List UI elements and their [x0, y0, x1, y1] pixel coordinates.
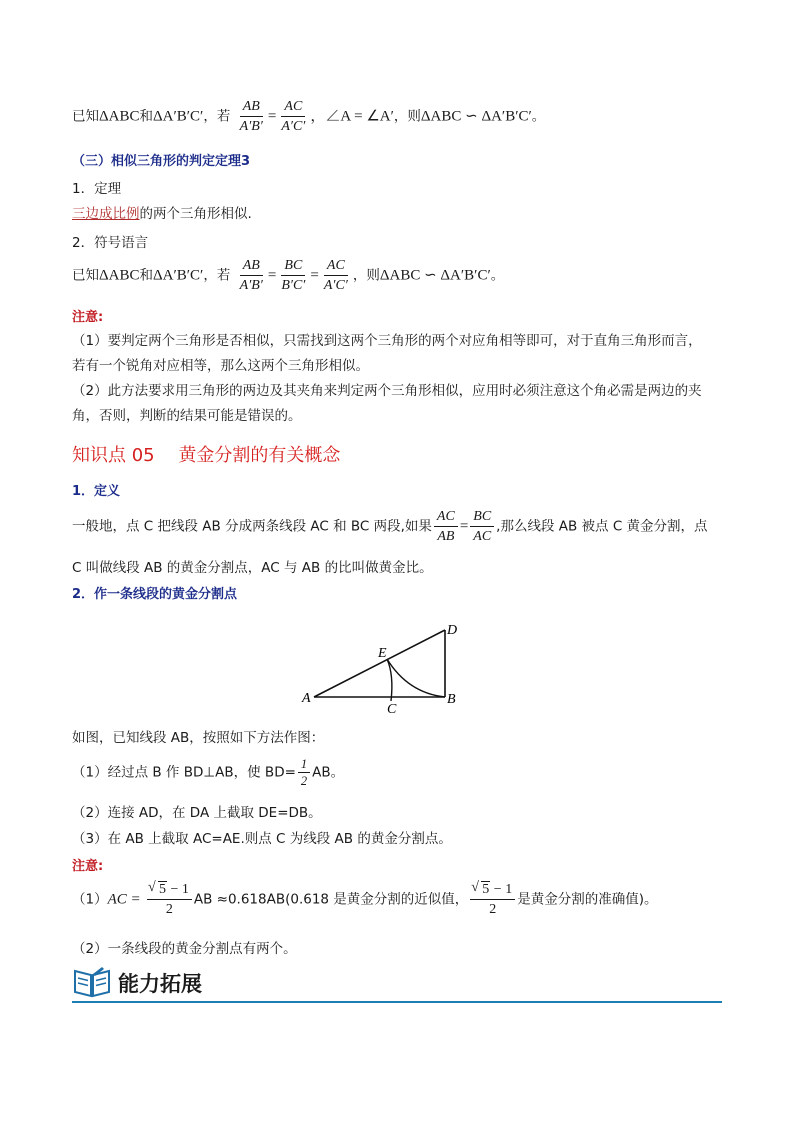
label-D: D: [447, 623, 458, 638]
step-3: （3）在 AB 上截取 AC=AE.则点 C 为线段 AB 的黄金分割点。: [72, 831, 452, 847]
text: （1）经过点 B 作 BD⊥AB，使 BD=: [72, 764, 296, 781]
knowledge-point-heading: 知识点 05 黄金分割的有关概念: [72, 445, 341, 466]
definition-label: 1．定义: [72, 484, 121, 499]
similarity-theorem3-statement: [72, 257, 722, 294]
text: （1）: [72, 891, 108, 908]
text: 和: [139, 267, 153, 284]
section-heading: （三）相似三角形的判定定理3: [72, 154, 251, 169]
text: 已知: [72, 267, 99, 284]
fraction: $\frac{1}{2}$: [298, 757, 310, 788]
segment-AD: [314, 630, 445, 697]
definition-line2: C 叫做线段 AB 的黄金分割点，AC 与 AB 的比叫做黄金比。: [72, 560, 433, 576]
book-icon: [72, 965, 112, 999]
fraction: $\frac{AC}{AB}$: [434, 508, 458, 545]
fraction: $\frac{BC}{B'C'}$: [281, 258, 306, 293]
equals: =: [310, 267, 319, 284]
step-2: （2）连接 AD，在 DA 上截取 DE=DB。: [72, 805, 322, 821]
golden-section-figure: [290, 615, 480, 715]
similarity-theorem2-statement: [72, 98, 722, 135]
math-triangle: ΔA′B′C′: [153, 267, 204, 284]
label-E: E: [378, 646, 387, 661]
item-label: 1．定理: [72, 181, 122, 197]
section-banner-title: 能力拓展: [118, 972, 202, 996]
theorem-text: [72, 202, 722, 222]
text: 和: [139, 108, 153, 125]
text: （1）要判定两个三角形是否相似，只需找到这两个三角形的两个对应角相等即可，对于直角三角形而言，: [72, 333, 702, 349]
text: 。: [490, 267, 505, 284]
text: ，若: [203, 267, 231, 284]
math-angle: ，∠A = ∠A′: [310, 108, 394, 125]
math-triangle: ΔA′B′C′: [153, 108, 204, 125]
text: ,那么线段 AB 被点 C 黄金分割，点: [496, 518, 708, 535]
fraction: $\frac{AC}{A'C'}$: [281, 99, 306, 134]
math-lhs: AC =: [107, 891, 141, 908]
steps-intro: 如图，已知线段 AB，按照如下方法作图：: [72, 730, 325, 746]
label-A: A: [302, 691, 311, 706]
equals: =: [459, 518, 469, 535]
equals: =: [267, 267, 277, 284]
item-label: 2．符号语言: [72, 235, 149, 251]
golden-ratio-note-1: [72, 881, 722, 918]
banner-rule: [72, 1001, 722, 1003]
text: 。: [531, 108, 546, 125]
text: AB ≈0.618AB(0.618 是黄金分割的近似值，: [193, 891, 469, 908]
text: 的两个三角形相似.: [139, 206, 252, 222]
arc-DE: [387, 659, 445, 697]
fraction: $\frac{BC}{AC}$: [470, 508, 494, 545]
math-triangle: ΔABC: [99, 108, 140, 125]
text: AB。: [312, 764, 345, 781]
math-triangle: ΔABC: [99, 267, 140, 284]
text: ，则: [352, 267, 380, 284]
fraction: $\frac{AB}{A'B'}$: [239, 99, 263, 134]
note-label: 注意:: [72, 310, 104, 325]
text: ，若: [203, 108, 231, 125]
fraction: $\frac{AB}{A'B'}$: [239, 258, 263, 293]
note-label: 注意:: [72, 859, 104, 874]
text: 是黄金分割的准确值)。: [517, 891, 658, 908]
construction-label: 2．作一条线段的黄金分割点: [72, 587, 238, 602]
text: 一般地，点 C 把线段 AB 分成两条线段 AC 和 BC 两段,如果: [72, 518, 432, 535]
fraction: √ $\frac{5 - 1}{2}$: [147, 881, 192, 918]
definition-line1: [72, 508, 722, 545]
text: 已知: [72, 108, 99, 125]
note-paragraph: [72, 329, 722, 429]
text: 角，否则，判断的结果可能是错误的。: [72, 408, 302, 424]
text: ，则: [393, 108, 421, 125]
math-conclusion: ΔABC ∽ ΔA′B′C′: [379, 267, 491, 284]
step-1: [72, 757, 722, 788]
text: 若有一个锐角对应相等，那么这两个三角形相似。: [72, 358, 369, 374]
golden-ratio-note-2: （2）一条线段的黄金分割点有两个。: [72, 941, 297, 957]
fraction: √ $\frac{5 - 1}{2}$: [470, 881, 515, 918]
fraction: $\frac{AC}{A'C'}$: [323, 258, 348, 293]
key-phrase: 三边成比例: [72, 206, 140, 222]
equals: =: [267, 108, 277, 125]
math-conclusion: ΔABC ∽ ΔA′B′C′: [420, 108, 532, 125]
label-B: B: [447, 692, 456, 707]
text: （2）此方法要求用三角形的两边及其夹角来判定两个三角形相似，应用时必须注意这个角必需是两边的夹: [72, 383, 702, 399]
label-C: C: [387, 702, 397, 715]
